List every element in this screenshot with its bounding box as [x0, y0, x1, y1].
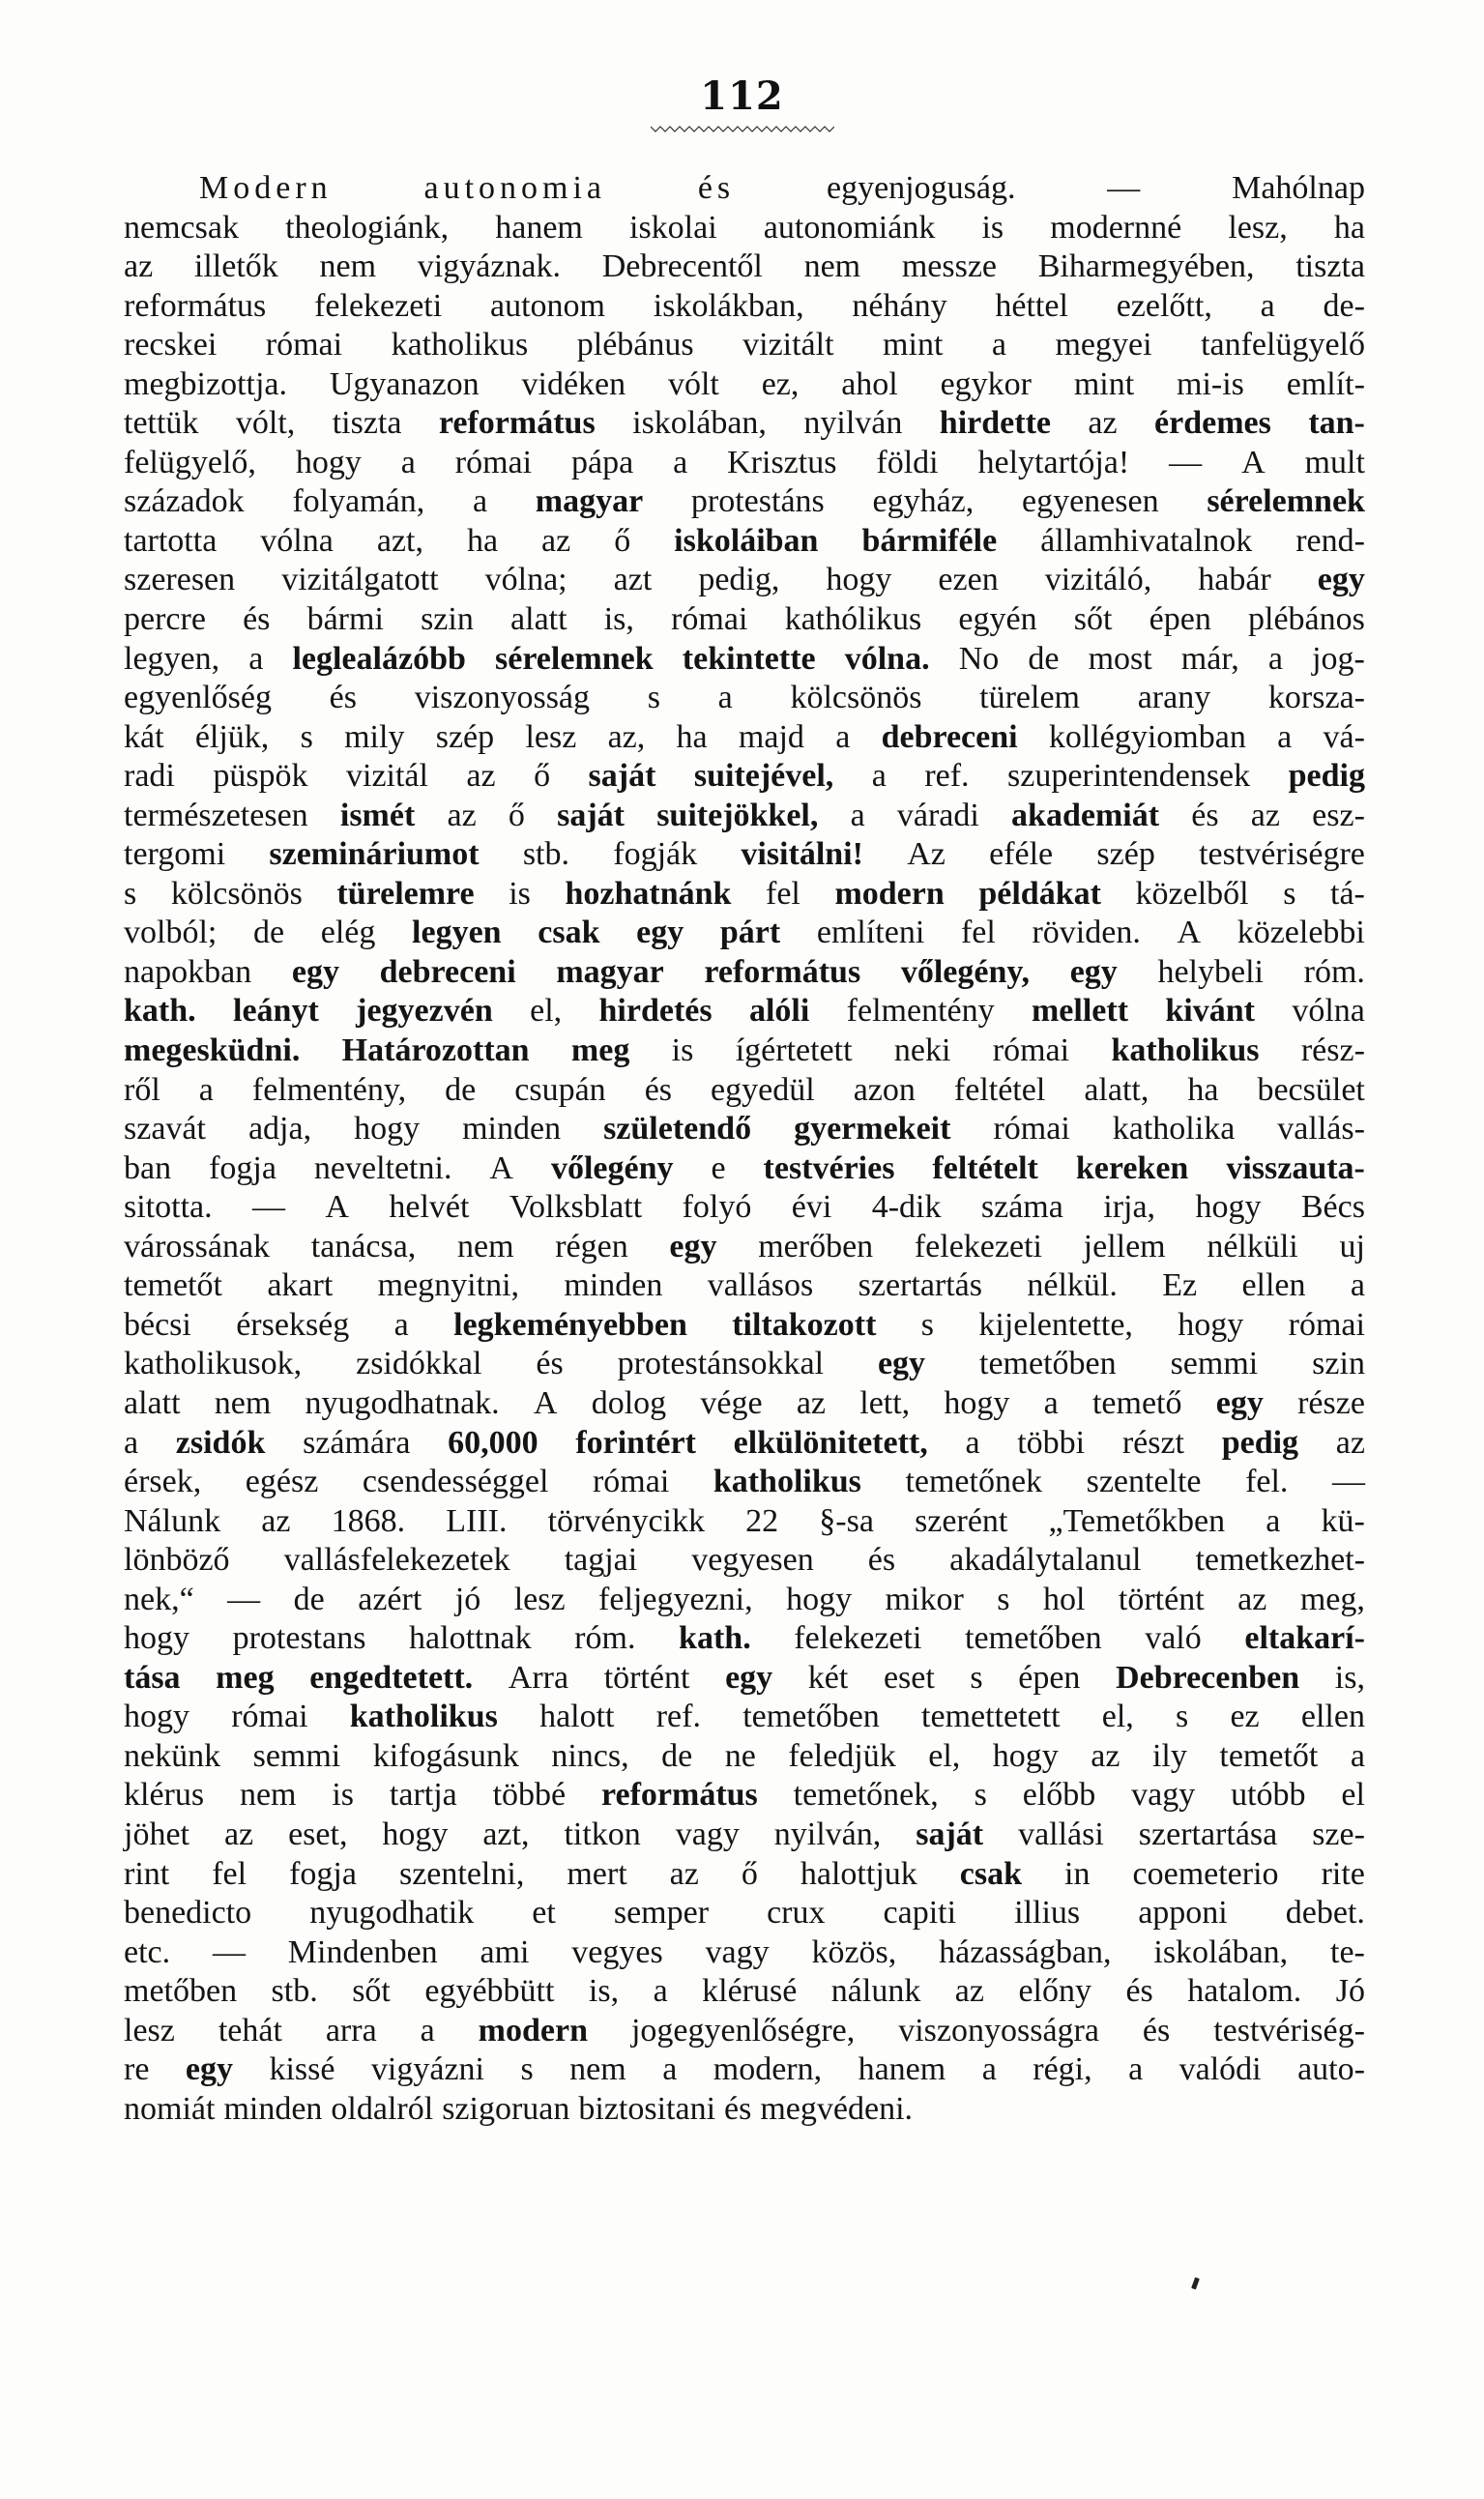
text-line: rint fel fogja szentelni, mert az ő halottjuk csak in coemeterio rite [124, 1855, 1365, 1892]
text-line: kát éljük, s mily szép lesz az, ha majd a debreceni kollégyiomban a vá- [124, 718, 1365, 755]
text-line: tergomi szemináriumot stb. fogják visitálni! Az eféle szép testvériségre [124, 836, 1365, 873]
text-line: a zsidók számára 60,000 forintért elkülönitetett, a többi részt pedig az [124, 1424, 1365, 1461]
text-line: tartotta vólna azt, ha az ő iskoláiban bármiféle államhivatalnok rend- [124, 522, 1365, 559]
text-line: percre és bármi szin alatt is, római kathólikus egyén sőt épen plébános [124, 601, 1365, 638]
text-line: természetesen ismét az ő saját suitejökkel, a váradi akademiát és az esz- [124, 797, 1365, 833]
text-line: tettük vólt, tiszta református iskolában, nyilván hirdette az érdemes tan- [124, 405, 1365, 442]
text-line: ről a felmentény, de csupán és egyedül azon feltétel alatt, ha becsület [124, 1071, 1365, 1108]
text-line: szavát adja, hogy minden születendő gyermekeit római katholika vallás- [124, 1111, 1365, 1148]
text-line: temetőt akart megnyitni, minden vallásos szertartás nélkül. Ez ellen a [124, 1267, 1365, 1304]
body-text [124, 170, 1365, 2130]
text-line: nomiát minden oldalról szigoruan biztositani és megvédeni. [124, 2090, 914, 2127]
text-line: református felekezeti autonom iskolákban, néhány héttel ezelőtt, a de- [124, 287, 1365, 324]
text-line: megesküdni. Határozottan meg is ígértetett neki római katholikus rész- [124, 1032, 1365, 1069]
text-line: Nálunk az 1868. LIII. törvénycikk 22 §-sa szerént „Temetőkben a kü- [124, 1502, 1365, 1539]
text-line: recskei római katholikus plébánus vizitált mint a megyei tanfelügyelő [124, 327, 1365, 363]
text-line: legyen, a leglealázóbb sérelemnek tekintette vólna. No de most már, a jog- [124, 640, 1365, 677]
text-line: felügyelő, hogy a római pápa a Krisztus földi helytartója! — A mult [124, 444, 1365, 480]
text-line: re egy kissé vigyázni s nem a modern, hanem a régi, a valódi auto- [124, 2051, 1365, 2088]
text-line: hogy római katholikus halott ref. temetőben temettetett el, s ez ellen [124, 1699, 1365, 1735]
text-line: századok folyamán, a magyar protestáns egyház, egyenesen sérelemnek [124, 483, 1365, 520]
text-line: kath. leányt jegyezvén el, hirdetés alóli felmentény mellett kivánt vólna [124, 993, 1365, 1030]
text-line: jöhet az eset, hogy azt, titkon vagy nyilván, saját vallási szertartása sze- [124, 1816, 1365, 1852]
text-line: alatt nem nyugodhatnak. A dolog vége az lett, hogy a temető egy része [124, 1384, 1365, 1421]
text-line: volból; de elég legyen csak egy párt említeni fel röviden. A közelebbi [124, 915, 1365, 951]
text-line: nek,“ — de azért jó lesz feljegyezni, hogy mikor s hol történt az meg, [124, 1581, 1365, 1617]
text-line: Modern autonomia és egyenjoguság. — Mahólnap [199, 170, 1365, 206]
page-number: 112 [700, 73, 784, 119]
text-line: ban fogja neveltetni. A vőlegény e testvéries feltételt kereken visszauta- [124, 1149, 1365, 1186]
text-line: nemcsak theologiánk, hanem iskolai autonomiánk is modernné lesz, ha [124, 209, 1365, 246]
text-line: szeresen vizitálgatott vólna; azt pedig, hogy ezen vizitáló, habár egy [124, 562, 1365, 598]
margin-speck [1191, 2278, 1200, 2290]
text-line: hogy protestans halottnak róm. kath. felekezeti temetőben való eltakarí- [124, 1620, 1365, 1657]
text-line: napokban egy debreceni magyar református vőlegény, egy helybeli róm. [124, 953, 1365, 990]
text-line: sitotta. — A helvét Volksblatt folyó évi 4-dik száma irja, hogy Bécs [124, 1189, 1365, 1226]
text-line: megbizottja. Ugyanazon vidéken vólt ez, ahol egykor mint mi-is említ- [124, 365, 1365, 402]
text-line: lesz tehát arra a modern jogegyenlőségre, viszonyosságra és testvériség- [124, 2012, 1365, 2049]
text-line: nekünk semmi kifogásunk nincs, de ne feledjük el, hogy az ily temetőt a [124, 1737, 1365, 1774]
text-line: érsek, egész csendességgel római katholikus temetőnek szentelte fel. — [124, 1464, 1365, 1500]
text-line: lönböző vallásfelekezetek tagjai vegyesen és akadálytalanul temetkezhet- [124, 1542, 1365, 1579]
text-line: tása meg engedtetett. Arra történt egy két eset s épen Debrecenben is, [124, 1659, 1365, 1696]
text-line: s kölcsönös türelemre is hozhatnánk fel modern példákat közelből s tá- [124, 875, 1365, 912]
text-line: bécsi érsekség a legkeményebben tiltakozott s kijelentette, hogy római [124, 1306, 1365, 1343]
text-line: klérus nem is tartja többé református temetőnek, s előbb vagy utóbb el [124, 1777, 1365, 1814]
text-line: etc. — Mindenben ami vegyes vagy közös, házasságban, iskolában, te- [124, 1933, 1365, 1970]
page-number-rule [651, 124, 834, 133]
text-line: egyenlőség és viszonyosság s a kölcsönös türelem arany korsza- [124, 680, 1365, 716]
text-line: várossának tanácsa, nem régen egy merőben felekezeti jellem nélküli uj [124, 1228, 1365, 1264]
text-line: katholikusok, zsidókkal és protestánsokkal egy temetőben semmi szin [124, 1346, 1365, 1382]
text-line: az illetők nem vigyáznak. Debrecentől nem messze Biharmegyében, tiszta [124, 248, 1365, 285]
text-line: metőben stb. sőt egyébbütt is, a klérusé nálunk az előny és hatalom. Jó [124, 1973, 1365, 2010]
text-line: benedicto nyugodhatik et semper crux capiti illius apponi debet. [124, 1895, 1365, 1932]
text-line: radi püspök vizitál az ő saját suitejével, a ref. szuperintendensek pedig [124, 758, 1365, 795]
